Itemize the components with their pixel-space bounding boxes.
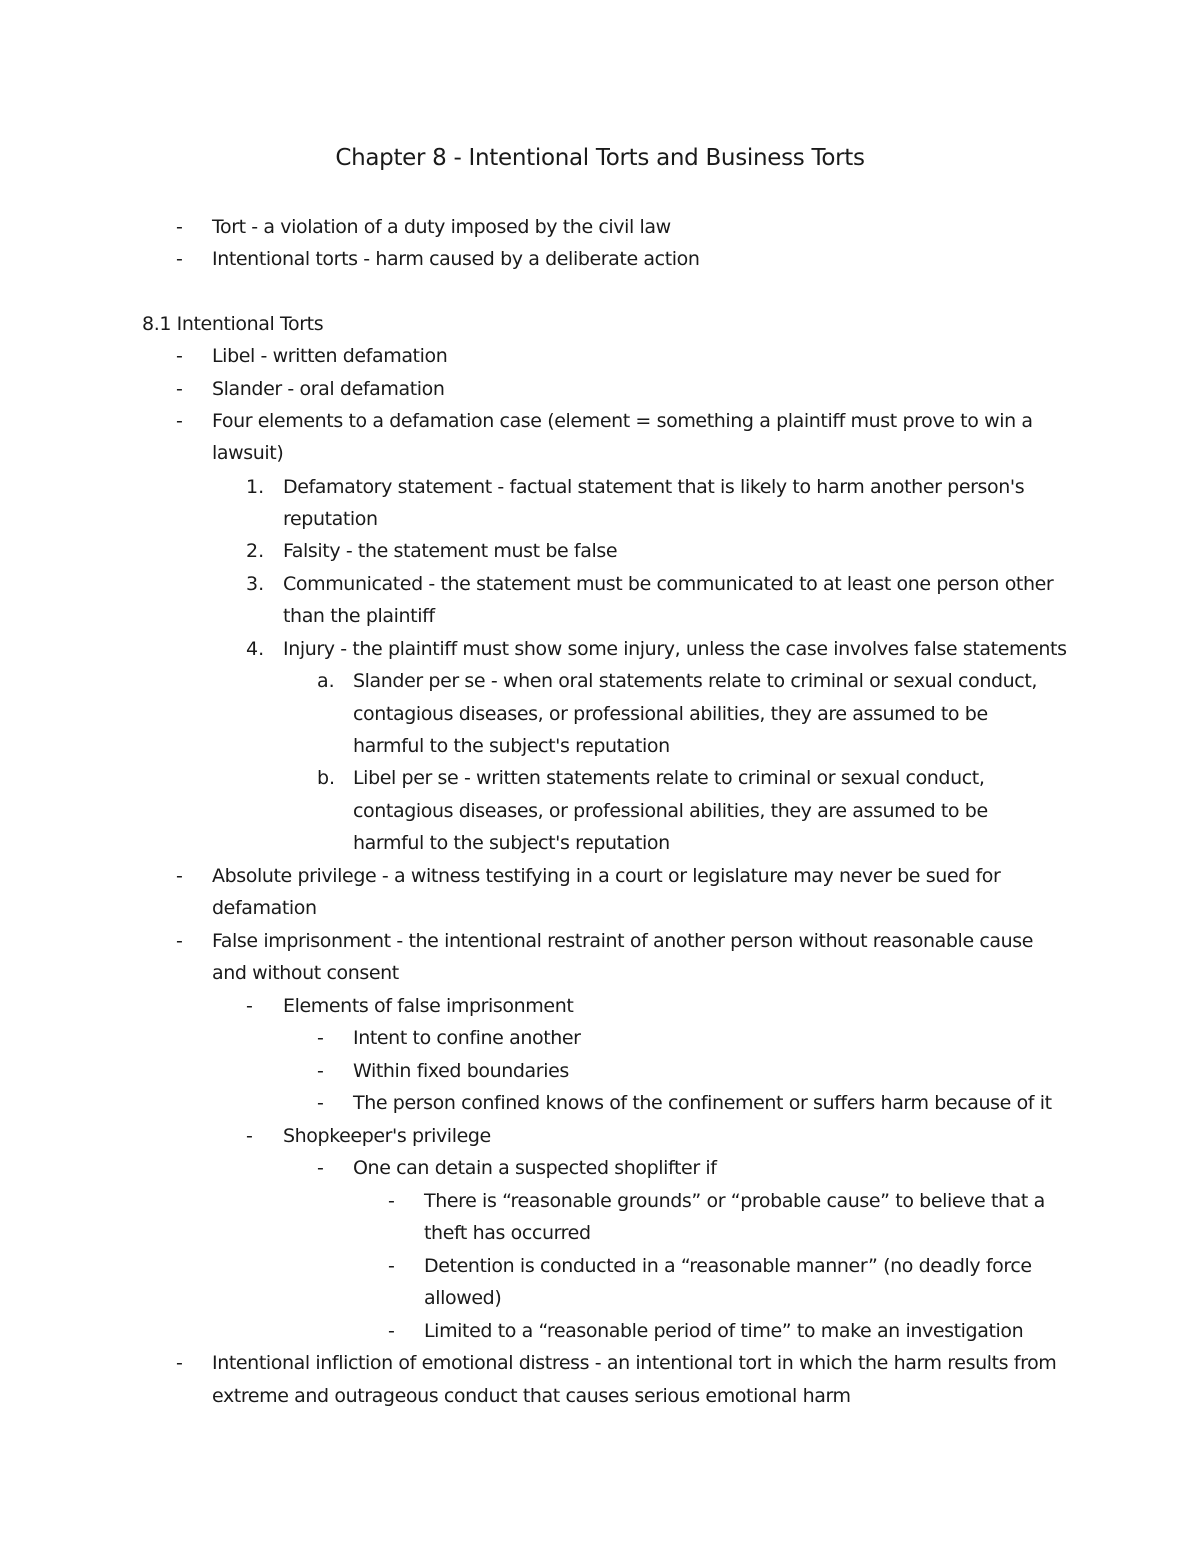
fi-element-boundaries: Within fixed boundaries: [353, 1060, 569, 1082]
libel-per-se-line-3: harmful to the subject's reputation: [353, 832, 670, 854]
false-imprisonment-line-1: False imprisonment - the intentional restraint of another person without reasonable cause: [212, 930, 1034, 952]
bullet-marker: -: [388, 1255, 395, 1277]
bullet-marker: -: [246, 1125, 253, 1147]
intro-intentional-torts-definition: Intentional torts - harm caused by a deliberate action: [212, 248, 700, 270]
condition-reasonable-period: Limited to a “reasonable period of time” to make an investigation: [424, 1320, 1024, 1342]
bullet-marker: -: [176, 248, 183, 270]
bullet-marker: -: [176, 216, 183, 238]
condition-reasonable-manner-line-2: allowed): [424, 1287, 502, 1309]
fi-element-intent: Intent to confine another: [353, 1027, 581, 1049]
list-number: 1.: [246, 476, 265, 498]
absolute-privilege-line-2: defamation: [212, 897, 317, 919]
elements-of-false-imprisonment: Elements of false imprisonment: [283, 995, 574, 1017]
condition-reasonable-grounds-line-2: theft has occurred: [424, 1222, 591, 1244]
slander-per-se-line-2: contagious diseases, or professional abilities, they are assumed to be: [353, 703, 988, 725]
list-number: 4.: [246, 638, 265, 660]
bullet-marker: -: [317, 1027, 324, 1049]
iied-line-1: Intentional infliction of emotional distress - an intentional tort in which the harm results from: [212, 1352, 1057, 1374]
element-communicated-line-1: Communicated - the statement must be communicated to at least one person other: [283, 573, 1054, 595]
four-elements-line-1: Four elements to a defamation case (element = something a plaintiff must prove to win a: [212, 410, 1033, 432]
condition-reasonable-grounds-line-1: There is “reasonable grounds” or “probable cause” to believe that a: [424, 1190, 1045, 1212]
bullet-marker: -: [317, 1092, 324, 1114]
false-imprisonment-line-2: and without consent: [212, 962, 399, 984]
four-elements-line-2: lawsuit): [212, 442, 284, 464]
bullet-marker: -: [176, 930, 183, 952]
fi-element-knowledge: The person confined knows of the confinement or suffers harm because of it: [353, 1092, 1052, 1114]
intro-tort-definition: Tort - a violation of a duty imposed by the civil law: [212, 216, 671, 238]
section-heading: 8.1 Intentional Torts: [142, 313, 324, 335]
element-falsity: Falsity - the statement must be false: [283, 540, 618, 562]
absolute-privilege-line-1: Absolute privilege - a witness testifying in a court or legislature may never be sued for: [212, 865, 1001, 887]
libel-per-se-line-1: Libel per se - written statements relate to criminal or sexual conduct,: [353, 767, 985, 789]
bullet-marker: -: [388, 1320, 395, 1342]
detain-shoplifter: One can detain a suspected shoplifter if: [353, 1157, 717, 1179]
list-number: 3.: [246, 573, 265, 595]
list-letter: b.: [317, 767, 336, 789]
element-defamatory-line-2: reputation: [283, 508, 378, 530]
bullet-marker: -: [317, 1157, 324, 1179]
iied-line-2: extreme and outrageous conduct that causes serious emotional harm: [212, 1385, 851, 1407]
condition-reasonable-manner-line-1: Detention is conducted in a “reasonable manner” (no deadly force: [424, 1255, 1032, 1277]
libel-definition: Libel - written defamation: [212, 345, 448, 367]
shopkeepers-privilege: Shopkeeper's privilege: [283, 1125, 491, 1147]
bullet-marker: -: [246, 995, 253, 1017]
bullet-marker: -: [176, 345, 183, 367]
bullet-marker: -: [176, 378, 183, 400]
bullet-marker: -: [176, 1352, 183, 1374]
bullet-marker: -: [317, 1060, 324, 1082]
slander-definition: Slander - oral defamation: [212, 378, 445, 400]
element-communicated-line-2: than the plaintiff: [283, 605, 435, 627]
list-number: 2.: [246, 540, 265, 562]
element-injury: Injury - the plaintiff must show some injury, unless the case involves false statements: [283, 638, 1067, 660]
bullet-marker: -: [176, 865, 183, 887]
bullet-marker: -: [176, 410, 183, 432]
libel-per-se-line-2: contagious diseases, or professional abilities, they are assumed to be: [353, 800, 988, 822]
slander-per-se-line-3: harmful to the subject's reputation: [353, 735, 670, 757]
element-defamatory-line-1: Defamatory statement - factual statement that is likely to harm another person's: [283, 476, 1025, 498]
page-title: Chapter 8 - Intentional Torts and Business Torts: [335, 145, 865, 171]
list-letter: a.: [317, 670, 335, 692]
bullet-marker: -: [388, 1190, 395, 1212]
slander-per-se-line-1: Slander per se - when oral statements relate to criminal or sexual conduct,: [353, 670, 1038, 692]
